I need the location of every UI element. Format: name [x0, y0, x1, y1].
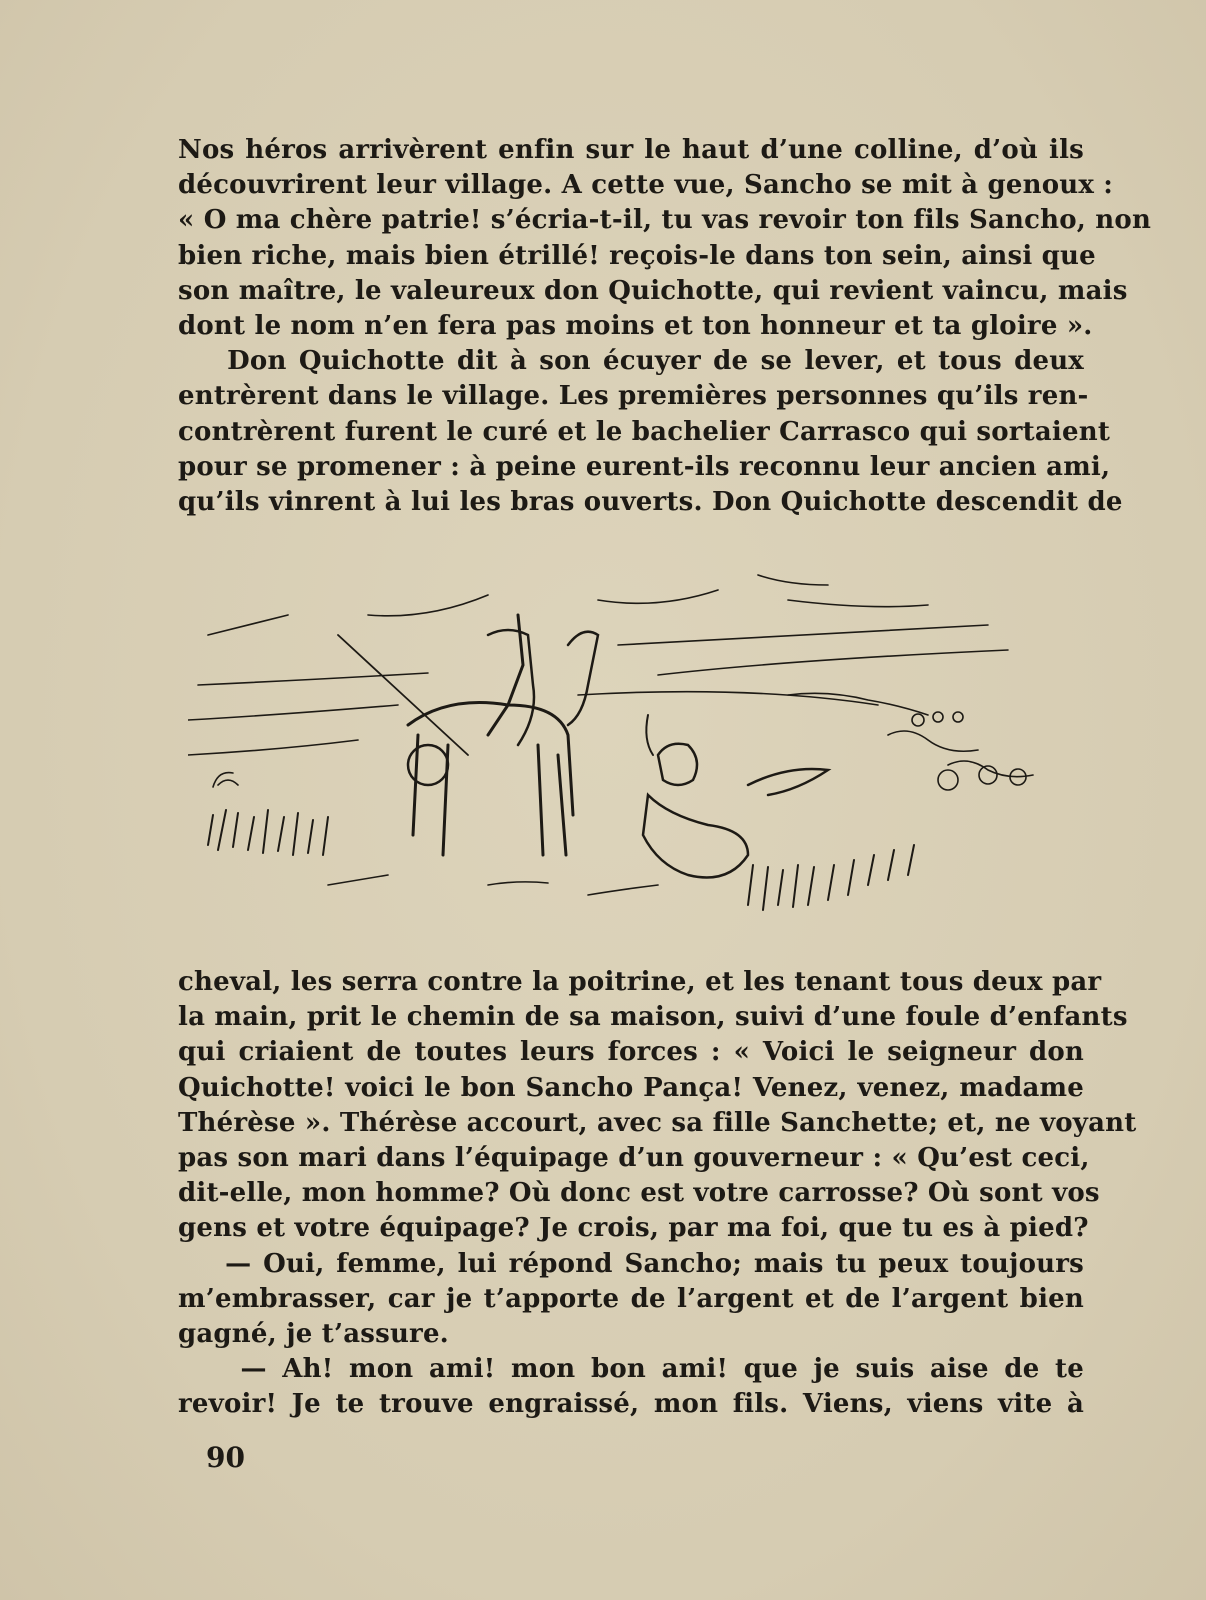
text-line: Nos héros arrivèrent enfin sur le haut d’une colline, d’où ils — [178, 135, 1084, 165]
text-line: pas son mari dans l’équipage d’un gouverneur : « Qu’est ceci, — [178, 1143, 1090, 1174]
page-number: 90 — [206, 1441, 245, 1474]
text-line: son maître, le valeureux don Quichotte, qui revient vaincu, mais — [178, 275, 1128, 306]
text-line: Quichotte! voici le bon Sancho Pança! Venez, venez, madame — [178, 1072, 1084, 1103]
text-line: qui criaient de toutes leurs forces : « Voici le seigneur don — [178, 1037, 1084, 1068]
text-line: pour se promener : à peine eurent-ils reconnu leur ancien ami, — [178, 451, 1111, 482]
text-line: — Ah! mon ami! mon bon ami! que je suis aise de te — [178, 1354, 1084, 1385]
text-line: la main, prit le chemin de sa maison, suivi d’une foule d’enfants — [178, 1002, 1128, 1033]
text-line: « O ma chère patrie! s’écria-t-il, tu vas revoir ton fils Sancho, non — [178, 205, 1152, 236]
text-line: contrèrent furent le curé et le bachelier Carrasco qui sortaient — [178, 416, 1111, 447]
text-line: qu’ils vinrent à lui les bras ouverts. Don Quichotte descendit de — [178, 487, 1123, 518]
don-quixote-illustration — [188, 555, 1048, 945]
text-line: gagné, je t’assure. — [178, 1319, 449, 1350]
text-line: dit-elle, mon homme? Où donc est votre carrosse? Où sont vos — [178, 1178, 1100, 1209]
text-line: bien riche, mais bien étrillé! reçois-le dans ton sein, ainsi que — [178, 240, 1096, 271]
text-line: Don Quichotte dit à son écuyer de se lever, et tous deux — [178, 346, 1084, 377]
text-block-bottom — [178, 965, 1137, 1423]
text-line: revoir! Je te trouve engraissé, mon fils. Viens, viens vite à — [178, 1389, 1084, 1420]
text-line: entrèrent dans le village. Les premières personnes qu’ils ren- — [178, 381, 1089, 412]
text-line: cheval, les serra contre la poitrine, et les tenant tous deux par — [178, 967, 1102, 997]
text-line: gens et votre équipage? Je crois, par ma foi, que tu es à pied? — [178, 1213, 1089, 1244]
text-line: dont le nom n’en fera pas moins et ton honneur et ta gloire ». — [178, 311, 1093, 342]
text-line: — Oui, femme, lui répond Sancho; mais tu peux toujours — [178, 1248, 1084, 1279]
text-block-top — [178, 133, 1152, 520]
text-line: découvrirent leur village. A cette vue, Sancho se mit à genoux : — [178, 170, 1114, 201]
text-line: Thérèse ». Thérèse accourt, avec sa fille Sanchette; et, ne voyant — [178, 1107, 1137, 1138]
text-line: m’embrasser, car je t’apporte de l’argent et de l’argent bien — [178, 1283, 1084, 1314]
